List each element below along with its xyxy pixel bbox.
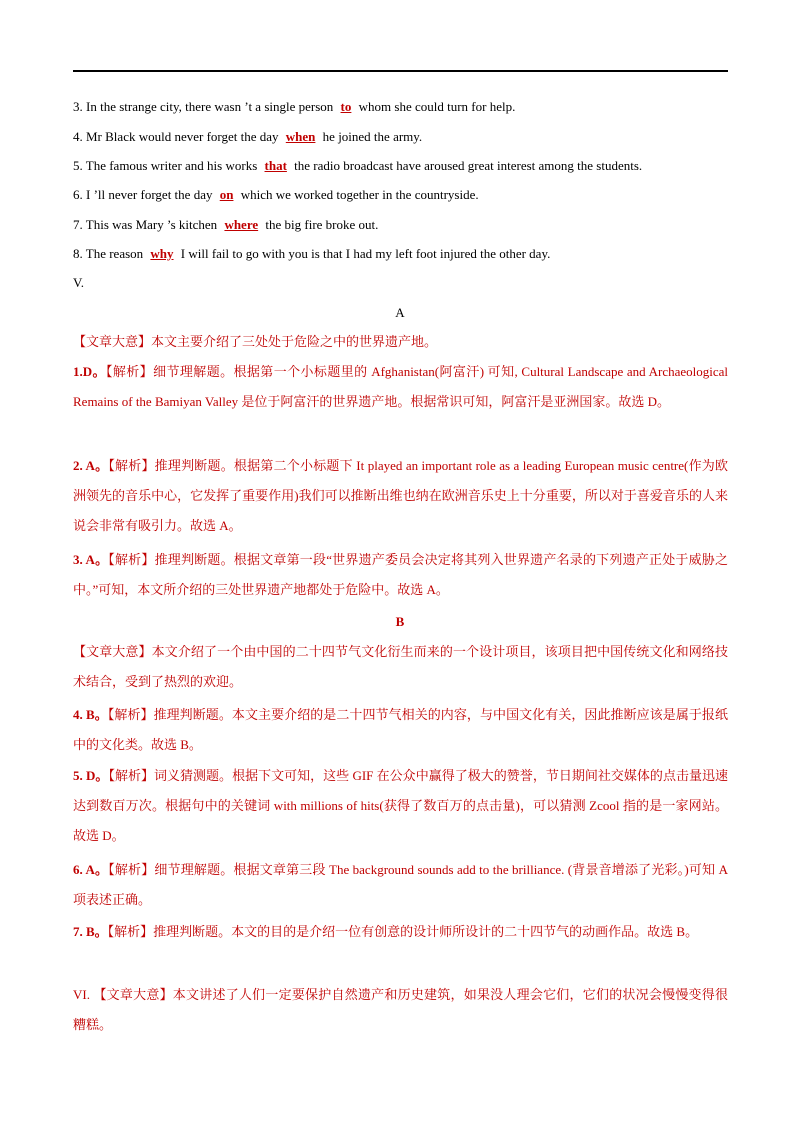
header-rule (73, 70, 728, 72)
sentence-text: 7. This was Mary ’s kitchen (73, 217, 221, 232)
answer-explanation-6 (73, 855, 728, 915)
answer-word: why (150, 246, 174, 261)
answer-explanation-4 (73, 700, 728, 760)
answer-explanation-2 (73, 451, 728, 541)
answer-number: 5. D。 (73, 768, 109, 783)
answer-number: 3. A。 (73, 552, 109, 567)
section-v-label: V. (73, 275, 84, 290)
sentence-text: whom she could turn for help. (355, 99, 516, 114)
answer-number: 2. A。 (73, 458, 109, 473)
sentence-text: 5. The famous writer and his works (73, 158, 261, 173)
answer-word: that (264, 158, 287, 173)
section-vi-summary (73, 980, 728, 1040)
sentence-text: which we worked together in the countryside. (237, 187, 479, 202)
fill-blank-item-7 (73, 217, 378, 233)
answer-number: 4. B。 (73, 707, 108, 722)
explanation-text: 【解析】推理判断题。本文主要介绍的是二十四节气相关的内容，与中国文化有关，因此推断应该是属于报纸中的文化类。故选 B。 (73, 707, 728, 752)
fill-blank-item-8 (73, 246, 550, 262)
answer-explanation-3 (73, 545, 728, 605)
answer-number: 6. A。 (73, 862, 109, 877)
section-a-summary: 【文章大意】本文主要介绍了三处处于危险之中的世界遗产地。 (73, 334, 438, 349)
answer-word: when (285, 129, 316, 144)
sentence-text: 3. In the strange city, there wasn ’t a single person (73, 99, 337, 114)
sentence-text: the big fire broke out. (262, 217, 379, 232)
explanation-text: 【解析】细节理解题。根据第一个小标题里的 Afghanistan(阿富汗) 可知, Cultural Landscape and Archaeological Remains of the Bamiyan Valley 是位于阿富汗的世界遗产地。根据常识可知，阿富汗是亚洲国家。故选 D。 (73, 364, 728, 409)
sentence-text: 4. Mr Black would never forget the day (73, 129, 282, 144)
sentence-text: 8. The reason (73, 246, 147, 261)
fill-blank-item-6 (73, 187, 479, 203)
section-vi-label: VI. (73, 987, 90, 1002)
answer-number: 1.D。 (73, 364, 106, 379)
sentence-text: 6. I ’ll never forget the day (73, 187, 216, 202)
answer-number: 7. B。 (73, 924, 108, 939)
answer-word: where (224, 217, 259, 232)
answer-explanation-7 (73, 917, 728, 947)
section-b-summary: 【文章大意】本文介绍了一个由中国的二十四节气文化衍生而来的一个设计项目，该项目把中国传统文化和网络技术结合，受到了热烈的欢迎。 (73, 644, 728, 689)
section-b-heading: B (395, 614, 405, 629)
answer-explanation-5 (73, 761, 728, 851)
sentence-text: the radio broadcast have aroused great interest among the students. (290, 158, 643, 173)
fill-blank-item-4 (73, 129, 422, 145)
section-a-heading: A (395, 305, 405, 320)
explanation-text: 【解析】推理判断题。根据文章第一段“世界遗产委员会决定将其列入世界遗产名录的下列遗产正处于威胁之中。”可知，本文所介绍的三处世界遗产地都处于危险中。故选 A。 (73, 552, 728, 597)
fill-blank-item-5 (73, 158, 642, 174)
explanation-text: 【解析】推理判断题。本文的目的是介绍一位有创意的设计师所设计的二十四节气的动画作品。故选 B。 (107, 924, 699, 939)
answer-explanation-1 (73, 357, 728, 417)
explanation-text: 【解析】推理判断题。根据第二个小标题下 It played an important role as a leading European music centre(作为欧洲领先的音乐中心，它发挥了重要作用)我们可以推断出维也纳在欧洲音乐史上十分重要，所以对于喜爱音乐的人来说会非常有吸引力。故选 A。 (73, 458, 728, 533)
sentence-text: he joined the army. (319, 129, 423, 144)
explanation-text: 【解析】细节理解题。根据文章第三段 The background sounds add to the brilliance. (背景音增添了光彩。)可知 A 项表述正确。 (73, 862, 728, 907)
fill-blank-item-3 (73, 99, 515, 115)
answer-word: on (219, 187, 234, 202)
summary-text: 【文章大意】本文讲述了人们一定要保护自然遗产和历史建筑，如果没人理会它们，它们的状况会慢慢变得很糟糕。 (73, 987, 728, 1032)
sentence-text: I will fail to go with you is that I had my left foot injured the other day. (177, 246, 551, 261)
explanation-text: 【解析】词义猜测题。根据下文可知，这些 GIF 在公众中赢得了极大的赞誉，节日期间社交媒体的点击量迅速达到数百万次。根据句中的关键词 with millions of hits(获得了数百万的点击量)，可以猜测 Zcool 指的是一家网站。故选 D。 (73, 768, 729, 843)
answer-word: to (340, 99, 352, 114)
